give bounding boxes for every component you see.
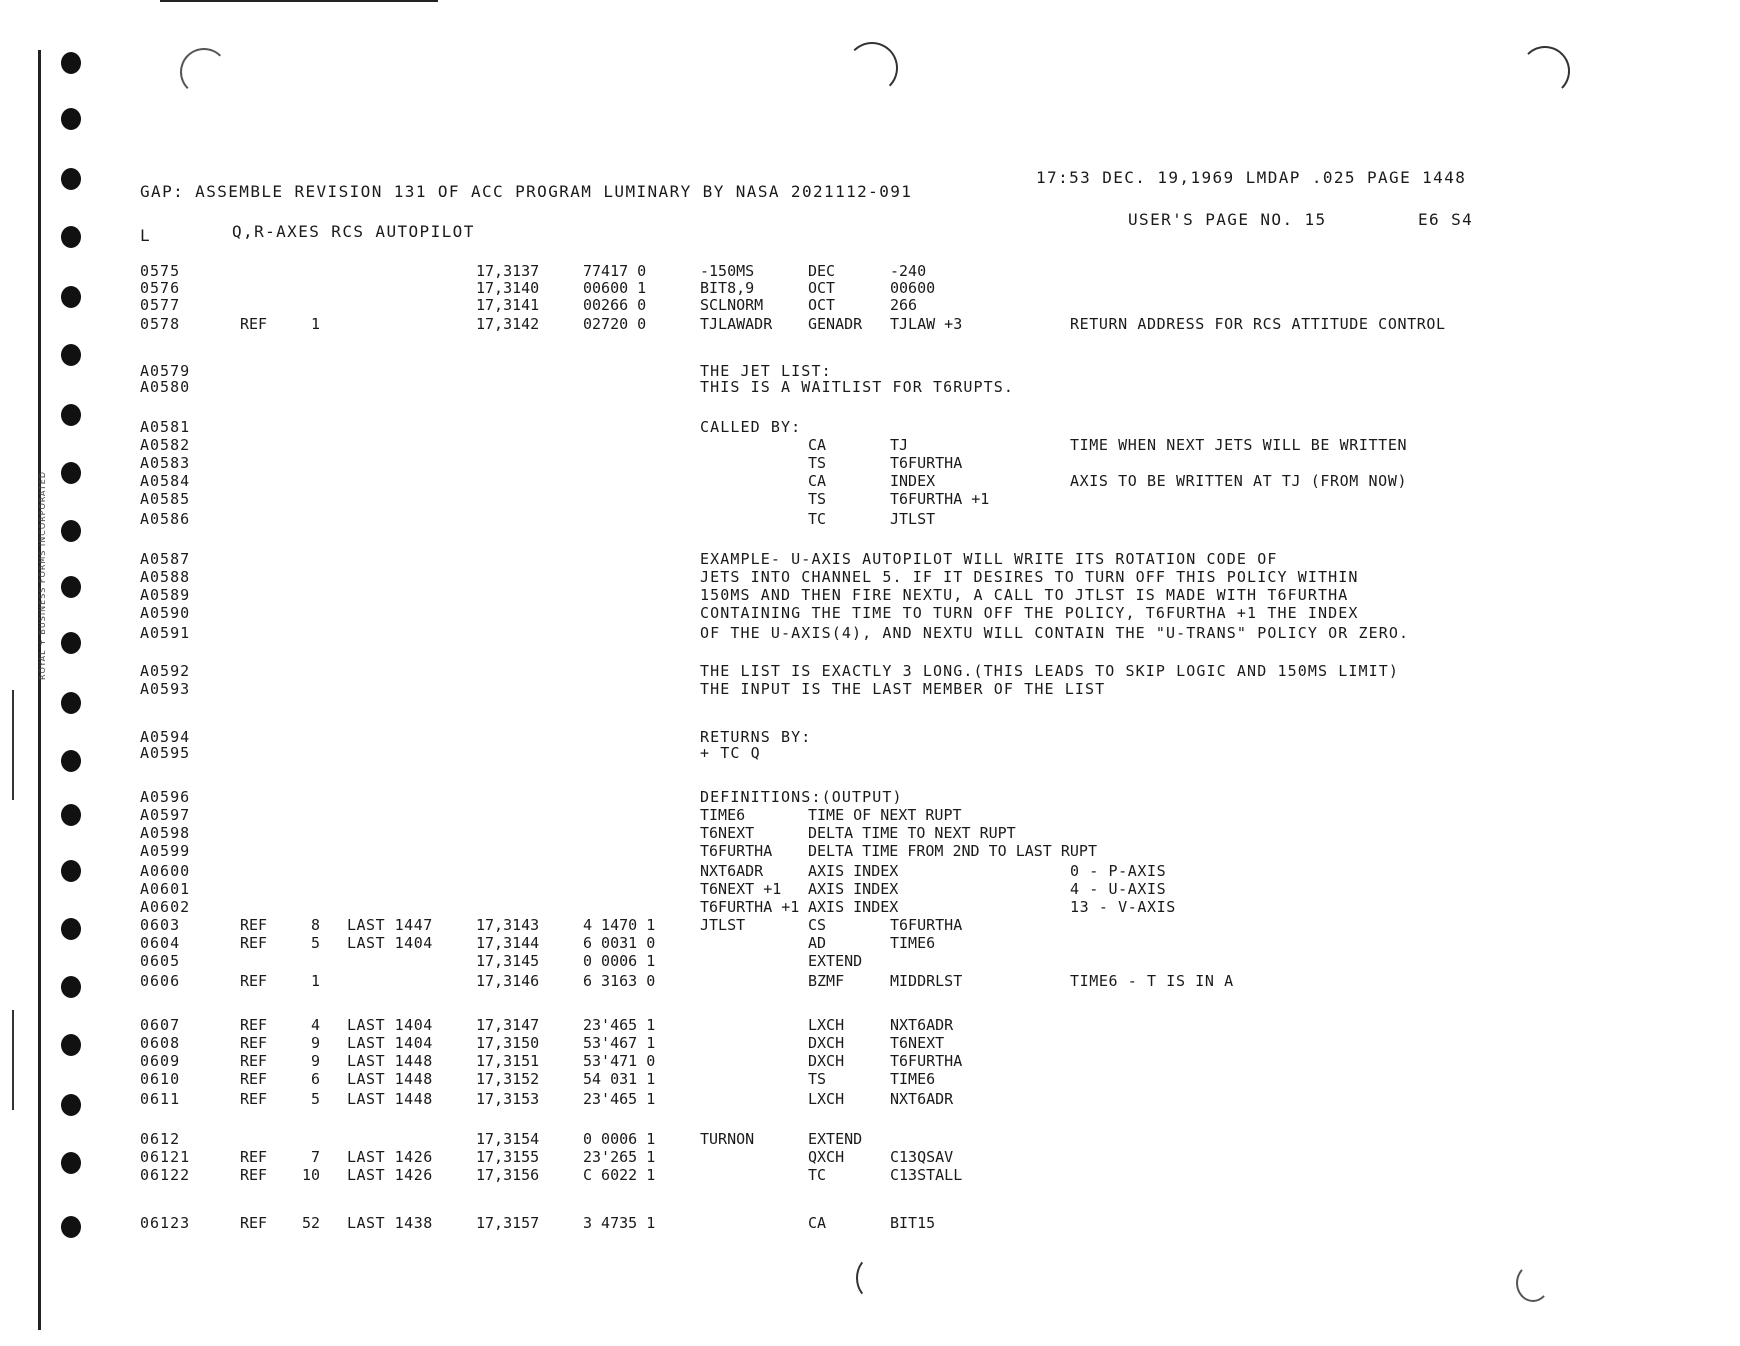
- opcode: CA: [808, 436, 827, 454]
- octal-code: 00600 1: [583, 279, 647, 297]
- last-page-ref: LAST 1426: [347, 1148, 433, 1166]
- comment-text: DEFINITIONS:(OUTPUT): [700, 788, 903, 806]
- octal-code: C 6022 1: [583, 1166, 656, 1184]
- last-page-ref: LAST 1448: [347, 1070, 433, 1088]
- listing-row: [0, 624, 1740, 642]
- listing-row: [0, 662, 1740, 680]
- operand: C13QSAV: [890, 1148, 954, 1166]
- ref-tag: REF: [240, 1166, 268, 1184]
- comment: AXIS TO BE WRITTEN AT TJ (FROM NOW): [1070, 472, 1408, 490]
- decorative-arc: [180, 48, 228, 96]
- memory-address: 17,3140: [476, 279, 540, 297]
- ref-count: 4: [310, 1016, 320, 1034]
- operand: T6FURTHA +1: [890, 490, 990, 508]
- line-number: 0608: [140, 1034, 181, 1052]
- opcode: LXCH: [808, 1016, 845, 1034]
- definition-text: AXIS INDEX: [808, 880, 899, 898]
- operand: TJ: [890, 436, 909, 454]
- line-number: 0578: [140, 315, 181, 333]
- listing-row: [0, 880, 1740, 898]
- ref-tag: REF: [240, 1052, 268, 1070]
- opcode: CA: [808, 472, 827, 490]
- listing-row: [0, 788, 1740, 806]
- line-number: A0591: [140, 624, 191, 642]
- line-number: 0606: [140, 972, 181, 990]
- comment-text: CONTAINING THE TIME TO TURN OFF THE POLICY, T6FURTHA +1 THE INDEX: [700, 604, 1359, 622]
- operand: -240: [890, 262, 927, 280]
- last-page-ref: LAST 1426: [347, 1166, 433, 1184]
- listing-row: [0, 744, 1740, 762]
- operand: T6NEXT: [890, 1034, 945, 1052]
- opcode: AD: [808, 934, 827, 952]
- opcode: EXTEND: [808, 952, 863, 970]
- symbol-label: TIME6: [700, 806, 746, 824]
- line-number: 06121: [140, 1148, 191, 1166]
- opcode: TC: [808, 1166, 827, 1184]
- line-number: A0594: [140, 728, 191, 746]
- listing-row: [0, 952, 1740, 970]
- assembly-header: GAP: ASSEMBLE REVISION 131 OF ACC PROGRAM LUMINARY BY NASA 2021112-091: [140, 182, 913, 201]
- listing-row: [0, 586, 1740, 604]
- decorative-arc: [1520, 46, 1570, 96]
- symbol-label: BIT8,9: [700, 279, 755, 297]
- line-number: A0599: [140, 842, 191, 860]
- ref-tag: REF: [240, 1034, 268, 1052]
- memory-address: 17,3146: [476, 972, 540, 990]
- operand: TIME6: [890, 1070, 936, 1088]
- listing-row: [0, 934, 1740, 952]
- listing-row: [0, 1070, 1740, 1088]
- symbol-label: T6FURTHA +1: [700, 898, 800, 916]
- octal-code: 02720 0: [583, 315, 647, 333]
- comment: TIME6 - T IS IN A: [1070, 972, 1234, 990]
- operand: TIME6: [890, 934, 936, 952]
- punch-hole: [61, 108, 81, 130]
- opcode: CA: [808, 1214, 827, 1232]
- listing-row: [0, 490, 1740, 508]
- comment-text: THE INPUT IS THE LAST MEMBER OF THE LIST: [700, 680, 1106, 698]
- operand: JTLST: [890, 510, 936, 528]
- top-rule: [160, 0, 438, 2]
- definition-text: TIME OF NEXT RUPT: [808, 806, 962, 824]
- operand: NXT6ADR: [890, 1090, 954, 1108]
- listing-row: [0, 916, 1740, 934]
- octal-code: 00266 0: [583, 296, 647, 314]
- line-number: 0575: [140, 262, 181, 280]
- memory-address: 17,3143: [476, 916, 540, 934]
- listing-row: [0, 1214, 1740, 1232]
- last-page-ref: LAST 1438: [347, 1214, 433, 1232]
- last-page-ref: LAST 1448: [347, 1090, 433, 1108]
- ref-count: 10: [301, 1166, 320, 1184]
- line-number: A0598: [140, 824, 191, 842]
- octal-code: 23'465 1: [583, 1090, 656, 1108]
- comment-text: THE JET LIST:: [700, 362, 832, 380]
- line-number: 0605: [140, 952, 181, 970]
- ref-tag: REF: [240, 1090, 268, 1108]
- memory-address: 17,3157: [476, 1214, 540, 1232]
- opcode: LXCH: [808, 1090, 845, 1108]
- line-number: A0596: [140, 788, 191, 806]
- listing-row: [0, 472, 1740, 490]
- ref-count: 1: [310, 315, 320, 333]
- octal-code: 23'265 1: [583, 1148, 656, 1166]
- line-number: 0603: [140, 916, 181, 934]
- line-number: A0582: [140, 436, 191, 454]
- line-number: A0597: [140, 806, 191, 824]
- ref-tag: REF: [240, 1214, 268, 1232]
- binder-side-text: ROYAL ✝ BUSINESS FORMS INCORPORATED: [38, 471, 47, 680]
- comment-text: THIS IS A WAITLIST FOR T6RUPTS.: [700, 378, 1015, 396]
- opcode: OCT: [808, 279, 836, 297]
- ref-count: 5: [310, 934, 320, 952]
- symbol-label: JTLST: [700, 916, 746, 934]
- last-page-ref: LAST 1447: [347, 916, 433, 934]
- operand: BIT15: [890, 1214, 936, 1232]
- axis-index-value: 13 - V-AXIS: [1070, 898, 1176, 916]
- symbol-label: T6NEXT +1: [700, 880, 782, 898]
- line-number: A0579: [140, 362, 191, 380]
- ref-count: 7: [310, 1148, 320, 1166]
- listing-row: [0, 1016, 1740, 1034]
- listing-row: [0, 378, 1740, 396]
- line-number: A0600: [140, 862, 191, 880]
- definition-text: AXIS INDEX: [808, 898, 899, 916]
- line-number: 0612: [140, 1130, 181, 1148]
- memory-address: 17,3156: [476, 1166, 540, 1184]
- octal-code: 3 4735 1: [583, 1214, 656, 1232]
- octal-code: 0 0006 1: [583, 952, 656, 970]
- operand: 00600: [890, 279, 936, 297]
- line-number: 06122: [140, 1166, 191, 1184]
- line-number: A0593: [140, 680, 191, 698]
- last-page-ref: LAST 1404: [347, 1016, 433, 1034]
- definition-text: DELTA TIME TO NEXT RUPT: [808, 824, 1016, 842]
- operand: TJLAW +3: [890, 315, 963, 333]
- last-page-ref: LAST 1404: [347, 1034, 433, 1052]
- symbol-label: T6NEXT: [700, 824, 755, 842]
- operand: MIDDRLST: [890, 972, 963, 990]
- listing-row: [0, 604, 1740, 622]
- line-number: 0611: [140, 1090, 181, 1108]
- decorative-arc: [1516, 1264, 1550, 1302]
- comment-text: OF THE U-AXIS(4), AND NEXTU WILL CONTAIN THE "U-TRANS" POLICY OR ZERO.: [700, 624, 1410, 642]
- ref-tag: REF: [240, 916, 268, 934]
- sheet-code: E6 S4: [1418, 210, 1474, 229]
- comment-text: CALLED BY:: [700, 418, 802, 436]
- ref-tag: REF: [240, 1070, 268, 1088]
- memory-address: 17,3155: [476, 1148, 540, 1166]
- memory-address: 17,3145: [476, 952, 540, 970]
- line-number: A0583: [140, 454, 191, 472]
- line-number: 06123: [140, 1214, 191, 1232]
- memory-address: 17,3150: [476, 1034, 540, 1052]
- line-number: A0602: [140, 898, 191, 916]
- listing-row: [0, 262, 1740, 280]
- axis-index-value: 4 - U-AXIS: [1070, 880, 1167, 898]
- opcode: TS: [808, 454, 827, 472]
- ref-count: 52: [301, 1214, 320, 1232]
- opcode: BZMF: [808, 972, 845, 990]
- ref-count: 9: [310, 1052, 320, 1070]
- last-page-ref: LAST 1448: [347, 1052, 433, 1070]
- line-number: A0584: [140, 472, 191, 490]
- listing-row: [0, 1034, 1740, 1052]
- symbol-label: NXT6ADR: [700, 862, 764, 880]
- symbol-label: -150MS: [700, 262, 755, 280]
- symbol-label: TURNON: [700, 1130, 755, 1148]
- octal-code: 6 0031 0: [583, 934, 656, 952]
- opcode: DXCH: [808, 1034, 845, 1052]
- listing-row: [0, 1166, 1740, 1184]
- line-number: A0588: [140, 568, 191, 586]
- opcode: DXCH: [808, 1052, 845, 1070]
- listing-row: [0, 418, 1740, 436]
- comment-text: JETS INTO CHANNEL 5. IF IT DESIRES TO TURN OFF THIS POLICY WITHIN: [700, 568, 1359, 586]
- listing-row: [0, 1052, 1740, 1070]
- comment-text: THE LIST IS EXACTLY 3 LONG.(THIS LEADS TO SKIP LOGIC AND 150MS LIMIT): [700, 662, 1400, 680]
- line-number: A0589: [140, 586, 191, 604]
- ref-tag: REF: [240, 315, 268, 333]
- comment: TIME WHEN NEXT JETS WILL BE WRITTEN: [1070, 436, 1408, 454]
- operand: INDEX: [890, 472, 936, 490]
- listing-row: [0, 680, 1740, 698]
- listing-row: [0, 436, 1740, 454]
- line-number: A0590: [140, 604, 191, 622]
- listing-row: [0, 296, 1740, 314]
- memory-address: 17,3141: [476, 296, 540, 314]
- operand: C13STALL: [890, 1166, 963, 1184]
- line-number: 0610: [140, 1070, 181, 1088]
- definition-text: DELTA TIME FROM 2ND TO LAST RUPT: [808, 842, 1097, 860]
- operand: T6FURTHA: [890, 916, 963, 934]
- operand: T6FURTHA: [890, 1052, 963, 1070]
- listing-row: [0, 550, 1740, 568]
- ref-count: 1: [310, 972, 320, 990]
- opcode: TS: [808, 1070, 827, 1088]
- decorative-arc: [846, 42, 898, 94]
- ref-count: 8: [310, 916, 320, 934]
- line-number: A0586: [140, 510, 191, 528]
- listing-row: [0, 806, 1740, 824]
- line-number: A0580: [140, 378, 191, 396]
- listing-row: [0, 824, 1740, 842]
- octal-code: 4 1470 1: [583, 916, 656, 934]
- listing-row: [0, 1148, 1740, 1166]
- punch-hole: [61, 168, 81, 190]
- decorative-arc: [856, 1256, 890, 1300]
- memory-address: 17,3147: [476, 1016, 540, 1034]
- comment-text: EXAMPLE- U-AXIS AUTOPILOT WILL WRITE ITS ROTATION CODE OF: [700, 550, 1278, 568]
- line-number: 0577: [140, 296, 181, 314]
- opcode: QXCH: [808, 1148, 845, 1166]
- line-number: A0595: [140, 744, 191, 762]
- octal-code: 54 031 1: [583, 1070, 656, 1088]
- operand: T6FURTHA: [890, 454, 963, 472]
- opcode: GENADR: [808, 315, 863, 333]
- comment: RETURN ADDRESS FOR RCS ATTITUDE CONTROL: [1070, 315, 1446, 333]
- opcode: TC: [808, 510, 827, 528]
- octal-code: 53'471 0: [583, 1052, 656, 1070]
- ref-count: 6: [310, 1070, 320, 1088]
- ref-tag: REF: [240, 934, 268, 952]
- memory-address: 17,3152: [476, 1070, 540, 1088]
- line-number: A0585: [140, 490, 191, 508]
- symbol-label: TJLAWADR: [700, 315, 773, 333]
- opcode: EXTEND: [808, 1130, 863, 1148]
- definition-text: AXIS INDEX: [808, 862, 899, 880]
- section-title: Q,R-AXES RCS AUTOPILOT: [232, 222, 475, 241]
- memory-address: 17,3153: [476, 1090, 540, 1108]
- opcode: DEC: [808, 262, 836, 280]
- opcode: OCT: [808, 296, 836, 314]
- punch-hole: [61, 226, 81, 248]
- section-letter: L: [140, 226, 152, 245]
- punch-hole: [61, 52, 81, 74]
- listing-row: [0, 972, 1740, 990]
- memory-address: 17,3137: [476, 262, 540, 280]
- line-number: 0604: [140, 934, 181, 952]
- symbol-label: T6FURTHA: [700, 842, 773, 860]
- octal-code: 6 3163 0: [583, 972, 656, 990]
- ref-tag: REF: [240, 1148, 268, 1166]
- users-page-number: USER'S PAGE NO. 15: [1128, 210, 1327, 229]
- comment-text: + TC Q: [700, 744, 761, 762]
- octal-code: 23'465 1: [583, 1016, 656, 1034]
- memory-address: 17,3151: [476, 1052, 540, 1070]
- line-number: A0601: [140, 880, 191, 898]
- opcode: CS: [808, 916, 827, 934]
- line-number: A0581: [140, 418, 191, 436]
- listing-row: [0, 898, 1740, 916]
- memory-address: 17,3154: [476, 1130, 540, 1148]
- date-page-header: 17:53 DEC. 19,1969 LMDAP .025 PAGE 1448: [1036, 168, 1467, 187]
- listing-row: [0, 568, 1740, 586]
- listing-row: [0, 1090, 1740, 1108]
- line-number: A0592: [140, 662, 191, 680]
- octal-code: 0 0006 1: [583, 1130, 656, 1148]
- listing-row: [0, 510, 1740, 528]
- last-page-ref: LAST 1404: [347, 934, 433, 952]
- ref-tag: REF: [240, 1016, 268, 1034]
- line-number: 0607: [140, 1016, 181, 1034]
- listing-row: [0, 279, 1740, 297]
- listing-row: [0, 454, 1740, 472]
- memory-address: 17,3144: [476, 934, 540, 952]
- line-number: A0587: [140, 550, 191, 568]
- listing-row: [0, 842, 1740, 860]
- ref-count: 5: [310, 1090, 320, 1108]
- comment-text: RETURNS BY:: [700, 728, 812, 746]
- ref-count: 9: [310, 1034, 320, 1052]
- listing-row: [0, 315, 1740, 333]
- axis-index-value: 0 - P-AXIS: [1070, 862, 1167, 880]
- opcode: TS: [808, 490, 827, 508]
- octal-code: 53'467 1: [583, 1034, 656, 1052]
- symbol-label: SCLNORM: [700, 296, 764, 314]
- line-number: 0576: [140, 279, 181, 297]
- line-number: 0609: [140, 1052, 181, 1070]
- ref-tag: REF: [240, 972, 268, 990]
- operand: 266: [890, 296, 918, 314]
- listing-row: [0, 862, 1740, 880]
- octal-code: 77417 0: [583, 262, 647, 280]
- comment-text: 150MS AND THEN FIRE NEXTU, A CALL TO JTLST IS MADE WITH T6FURTHA: [700, 586, 1349, 604]
- memory-address: 17,3142: [476, 315, 540, 333]
- operand: NXT6ADR: [890, 1016, 954, 1034]
- listing-row: [0, 1130, 1740, 1148]
